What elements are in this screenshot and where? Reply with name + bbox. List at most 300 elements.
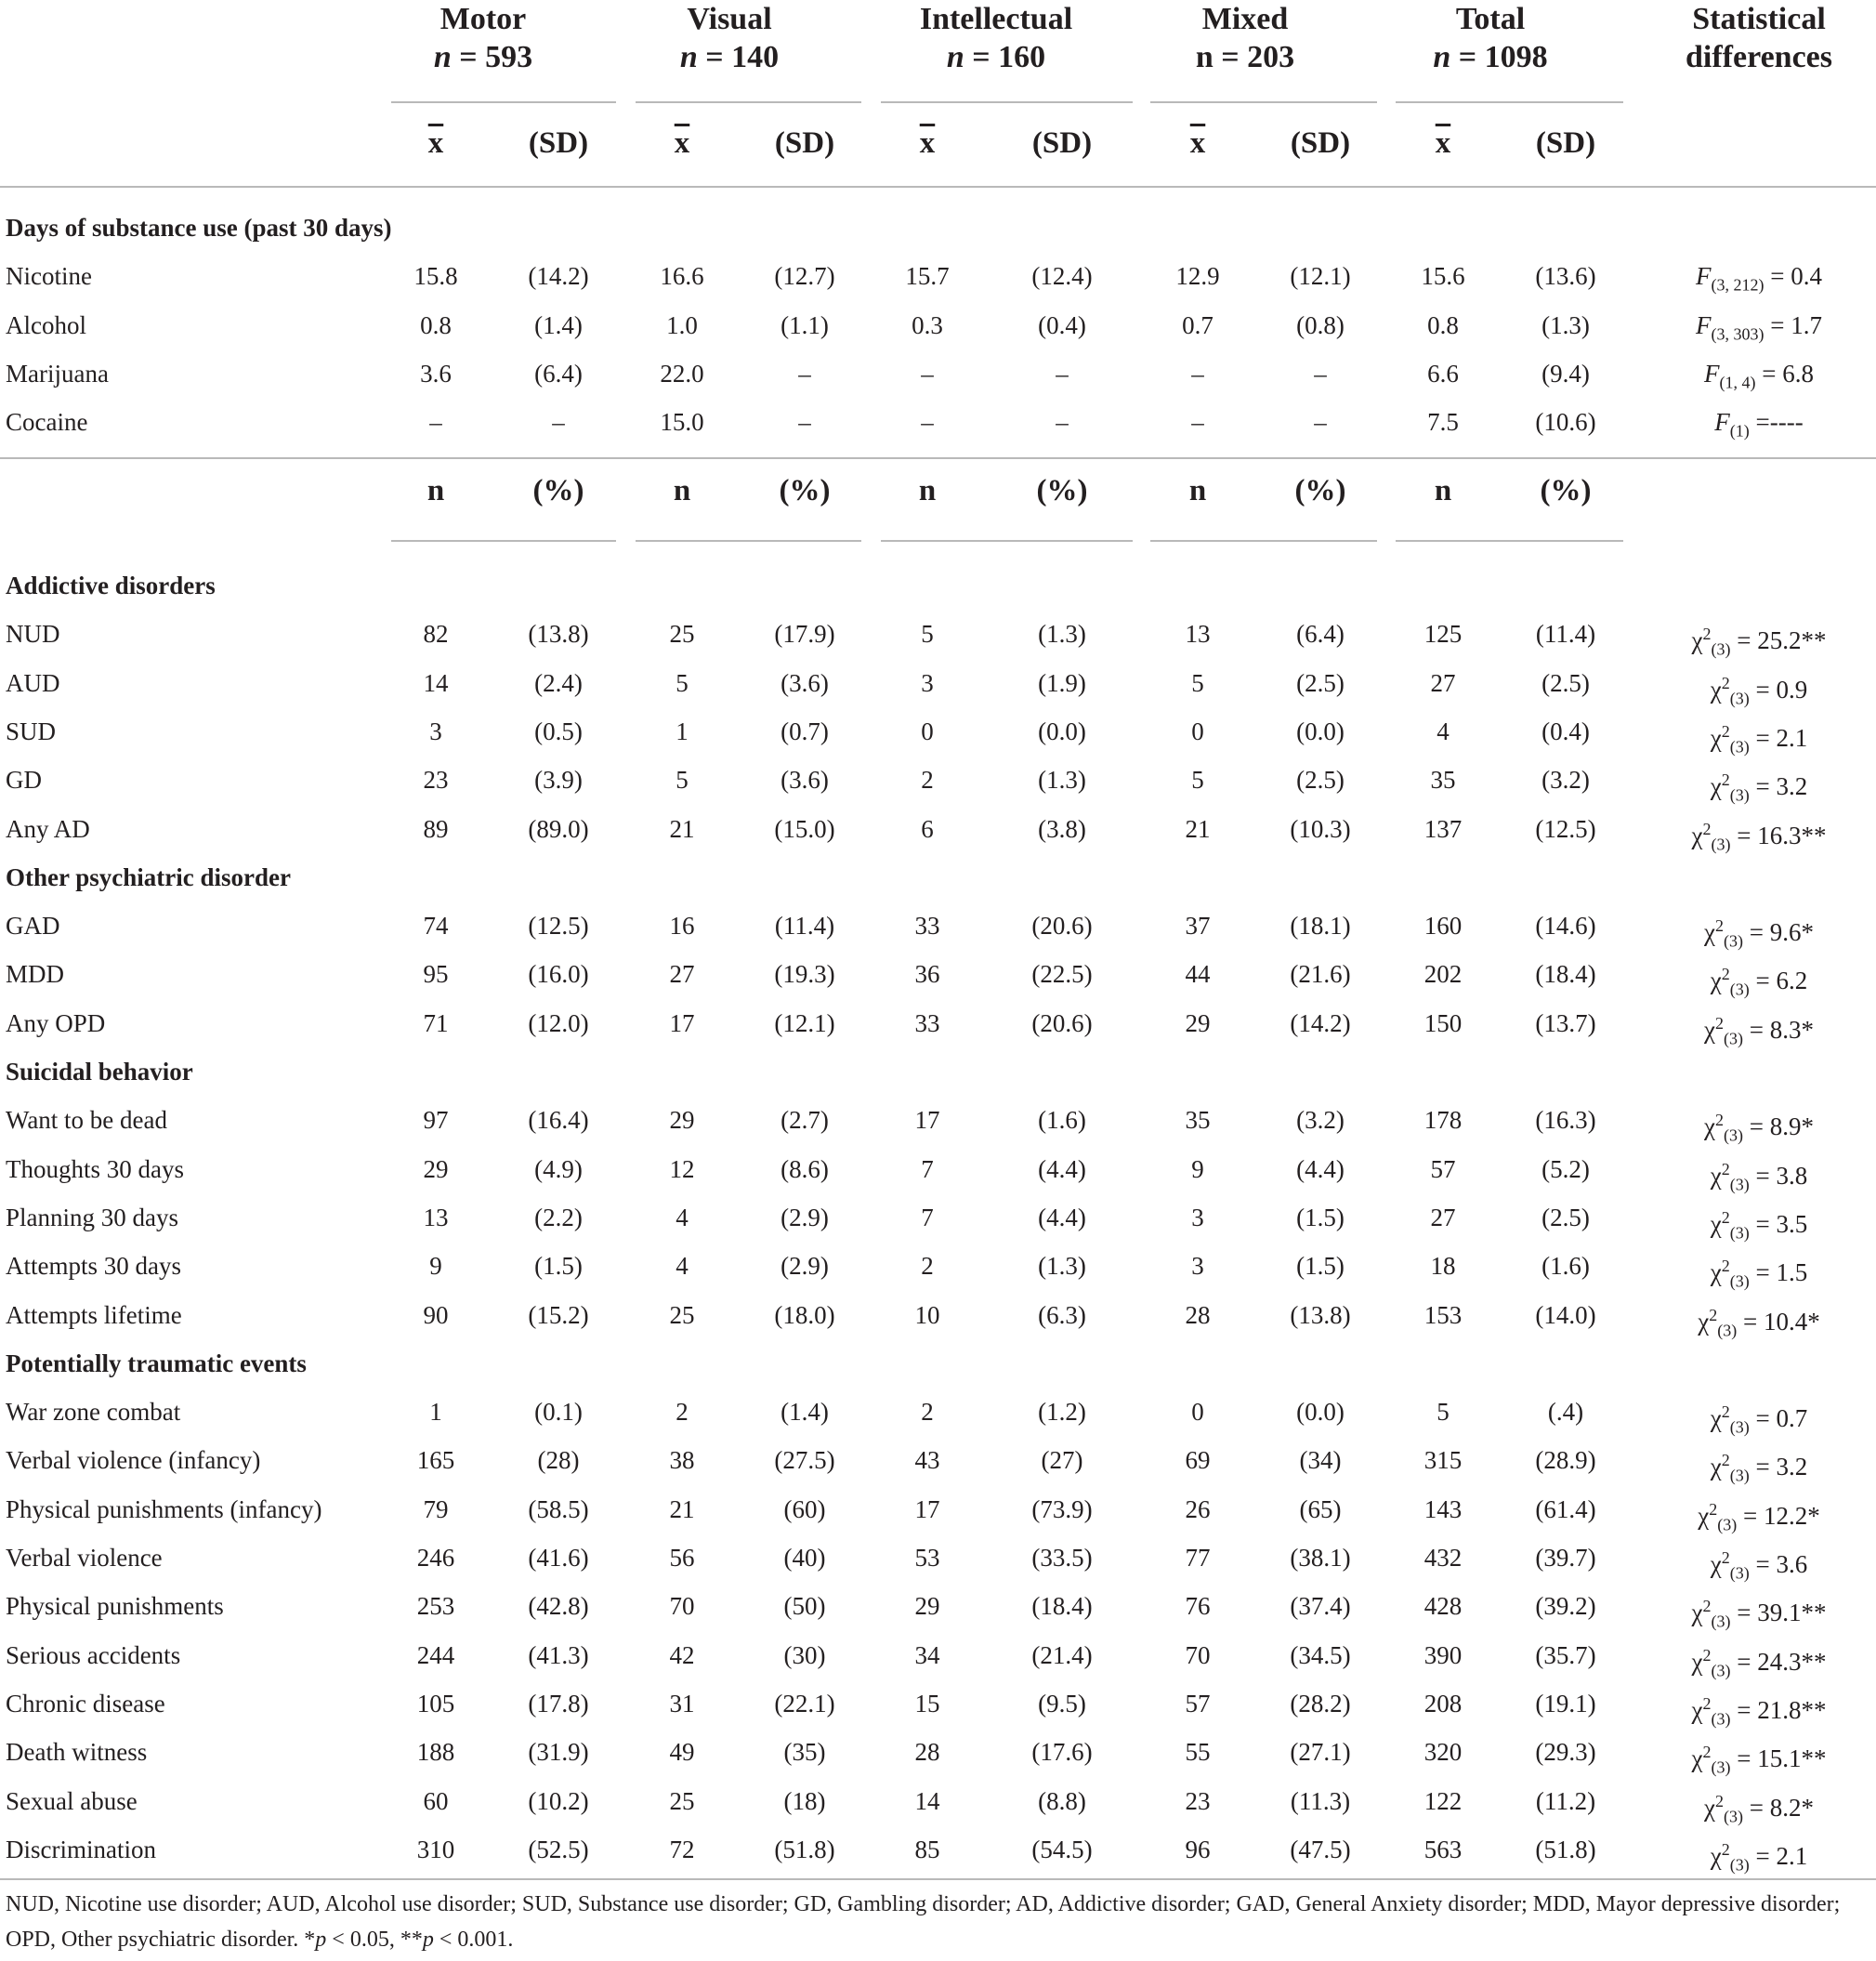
pct-header: (%) <box>532 474 584 507</box>
cell-value: (12.5) <box>528 912 589 941</box>
cell-value: 27 <box>669 960 695 989</box>
cell-value: 4 <box>676 1203 689 1231</box>
cell-value: 49 <box>669 1738 695 1767</box>
row-label: Attempts 30 days <box>6 1252 181 1281</box>
table-row <box>0 349 1876 398</box>
group-underline <box>1396 101 1623 103</box>
cell-value: (65) <box>1299 1494 1342 1523</box>
cell-value: (1.2) <box>1038 1398 1086 1427</box>
column-header-motor <box>434 0 532 76</box>
cell-value: 12 <box>669 1154 695 1183</box>
cell-value: 0.8 <box>420 310 452 339</box>
table-row <box>0 756 1876 804</box>
column-sample-size: n = 593 <box>433 40 533 74</box>
cell-value: (12.1) <box>1290 262 1351 291</box>
cell-value: 0.3 <box>912 310 943 339</box>
cell-value: (1.4) <box>781 1398 829 1427</box>
cell-value: 16.6 <box>660 262 704 291</box>
section-header <box>0 1047 1876 1096</box>
column-header-mixed <box>1196 0 1294 76</box>
n-header: n <box>918 474 937 507</box>
stat-header-line1: Statistical <box>1692 2 1826 36</box>
cell-value: (2.4) <box>534 668 583 697</box>
stat-value: $\chi^2_{(3)} = 8.3*$ <box>1704 1013 1814 1048</box>
stat-value: $F_{(3, 212)} = 0.4$ <box>1696 262 1822 295</box>
column-header-visual <box>680 0 779 76</box>
column-header-statistical-differences <box>1686 0 1832 76</box>
footnote-significance: *p < 0.05, **p < 0.001. <box>304 1928 514 1952</box>
cell-value: (0.0) <box>1296 1398 1345 1427</box>
cell-value: 125 <box>1423 620 1463 649</box>
cell-value: (20.6) <box>1031 912 1093 941</box>
stat-value: $\chi^2_{(3)} = 10.4*$ <box>1698 1305 1820 1339</box>
cell-value: – <box>1314 359 1327 388</box>
group-underline <box>391 101 616 103</box>
cell-value: 0.7 <box>1182 310 1213 339</box>
cell-value: (51.8) <box>1535 1835 1596 1863</box>
row-label: Physical punishments <box>6 1592 224 1621</box>
section-title: Other psychiatric disorder <box>6 862 291 891</box>
cell-value: – <box>429 408 442 437</box>
cell-value: 79 <box>423 1494 449 1523</box>
cell-value: 56 <box>669 1544 695 1572</box>
row-label: Any AD <box>6 814 90 843</box>
table-row <box>0 1145 1876 1193</box>
cell-value: 13 <box>423 1203 449 1231</box>
cell-value: 29 <box>423 1154 449 1183</box>
cell-value: 57 <box>1185 1689 1211 1718</box>
table-row <box>0 1582 1876 1630</box>
cell-value: (4.4) <box>1038 1154 1086 1183</box>
cell-value: (33.5) <box>1031 1544 1093 1572</box>
stat-value: $\chi^2_{(3)} = 9.6*$ <box>1704 916 1814 951</box>
cell-value: 10 <box>914 1300 940 1329</box>
cell-value: 35 <box>1185 1106 1211 1135</box>
cell-value: – <box>921 359 934 388</box>
stat-value: $\chi^2_{(3)} = 15.1**$ <box>1691 1743 1827 1777</box>
table-row <box>0 1436 1876 1484</box>
cell-value: 60 <box>423 1786 449 1815</box>
cell-value: (28) <box>537 1446 580 1475</box>
table-row <box>0 1242 1876 1290</box>
cell-value: 202 <box>1423 960 1463 989</box>
row-label: Physical punishments (infancy) <box>6 1494 322 1523</box>
cell-value: (27.5) <box>774 1446 835 1475</box>
cell-value: 390 <box>1423 1640 1463 1669</box>
cell-value: 28 <box>914 1738 940 1767</box>
cell-value: (61.4) <box>1535 1494 1596 1523</box>
cell-value: (15.0) <box>774 814 835 843</box>
cell-value: (0.0) <box>1296 717 1345 745</box>
row-label: Serious accidents <box>6 1640 181 1669</box>
cell-value: 77 <box>1185 1544 1211 1572</box>
cell-value: 2 <box>921 1398 934 1427</box>
cell-value: 188 <box>416 1738 455 1767</box>
cell-value: 3.6 <box>420 359 452 388</box>
cell-value: 4 <box>676 1252 689 1281</box>
cell-value: (4.4) <box>1296 1154 1345 1183</box>
cell-value: 25 <box>669 620 695 649</box>
cell-value: 0 <box>921 717 934 745</box>
cell-value: 9 <box>1191 1154 1204 1183</box>
cell-value: (6.4) <box>1296 620 1345 649</box>
cell-value: – <box>1056 408 1069 437</box>
cell-value: (38.1) <box>1290 1544 1351 1572</box>
cell-value: (9.5) <box>1038 1689 1086 1718</box>
stat-value: $\chi^2_{(3)} = 24.3**$ <box>1691 1645 1827 1679</box>
cell-value: (3.6) <box>781 766 829 795</box>
table-row <box>0 398 1876 446</box>
cell-value: (35.7) <box>1535 1640 1596 1669</box>
stat-header-line2: differences <box>1686 40 1832 74</box>
cell-value: 5 <box>1191 766 1204 795</box>
cell-value: 27 <box>1430 1203 1456 1231</box>
cell-value: 17 <box>914 1106 940 1135</box>
cell-value: (60) <box>783 1494 826 1523</box>
cell-value: (3.9) <box>534 766 583 795</box>
cell-value: 53 <box>914 1544 940 1572</box>
n-header: n <box>1188 474 1207 507</box>
cell-value: 44 <box>1185 960 1211 989</box>
row-label: Marijuana <box>6 359 109 388</box>
n-header: n <box>426 474 445 507</box>
cell-value: (29.3) <box>1535 1738 1596 1767</box>
cell-value: (0.4) <box>1038 310 1086 339</box>
cell-value: 17 <box>669 1008 695 1037</box>
cell-value: 70 <box>669 1592 695 1621</box>
horizontal-rule <box>0 457 1876 459</box>
stat-value: $\chi^2_{(3)} = 0.9$ <box>1710 673 1808 707</box>
cell-value: – <box>1314 408 1327 437</box>
cell-value: 2 <box>676 1398 689 1427</box>
cell-value: 97 <box>423 1106 449 1135</box>
table-row <box>0 707 1876 756</box>
cell-value: (89.0) <box>528 814 589 843</box>
cell-value: (2.5) <box>1541 668 1590 697</box>
cell-value: 105 <box>416 1689 455 1718</box>
stat-value: $\chi^2_{(3)} = 6.2$ <box>1710 965 1808 999</box>
cell-value: (17.8) <box>528 1689 589 1718</box>
column-name: Motor <box>439 2 527 36</box>
stat-value: $\chi^2_{(3)} = 2.1$ <box>1710 721 1808 757</box>
cell-value: (47.5) <box>1290 1835 1351 1863</box>
cell-value: (1.3) <box>1038 620 1086 649</box>
section-header <box>0 204 1876 252</box>
cell-value: 5 <box>1191 668 1204 697</box>
cell-value: 9 <box>429 1252 442 1281</box>
cell-value: (20.6) <box>1031 1008 1093 1037</box>
cell-value: (54.5) <box>1031 1835 1093 1863</box>
row-label: Thoughts 30 days <box>6 1154 184 1183</box>
table-row <box>0 301 1876 349</box>
cell-value: 5 <box>676 766 689 795</box>
cell-value: (28.2) <box>1290 1689 1351 1718</box>
cell-value: 15.0 <box>660 408 704 437</box>
pct-header: (%) <box>1036 474 1088 507</box>
cell-value: (42.8) <box>528 1592 589 1621</box>
section-title: Potentially traumatic events <box>6 1349 307 1377</box>
table-row <box>0 902 1876 950</box>
cell-value: 208 <box>1423 1689 1463 1718</box>
cell-value: (1.3) <box>1541 310 1590 339</box>
cell-value: 320 <box>1423 1738 1463 1767</box>
cell-value: (1.6) <box>1541 1252 1590 1281</box>
cell-value: 43 <box>914 1446 940 1475</box>
stat-value: $\chi^2_{(3)} = 16.3**$ <box>1691 819 1827 853</box>
table-row <box>0 1193 1876 1242</box>
cell-value: 5 <box>1437 1398 1450 1427</box>
cell-value: (5.2) <box>1541 1154 1590 1183</box>
table-row <box>0 252 1876 300</box>
cell-value: (11.4) <box>1535 620 1596 649</box>
cell-value: 563 <box>1423 1835 1463 1863</box>
row-label: Planning 30 days <box>6 1203 178 1231</box>
cell-value: 29 <box>1185 1008 1211 1037</box>
column-header-total <box>1433 0 1547 76</box>
column-sample-size: n = 140 <box>679 40 780 74</box>
cell-value: (12.5) <box>1535 814 1596 843</box>
stat-value: $\chi^2_{(3)} = 1.5$ <box>1710 1257 1808 1291</box>
cell-value: (19.3) <box>774 960 835 989</box>
cell-value: 31 <box>669 1689 695 1718</box>
cell-value: 25 <box>669 1786 695 1815</box>
table-footnote <box>6 1887 1869 1957</box>
column-header-intellectual <box>920 0 1072 76</box>
stat-value: $\chi^2_{(3)} = 0.7$ <box>1710 1402 1808 1437</box>
group-underline <box>391 540 616 542</box>
cell-value: (8.6) <box>781 1154 829 1183</box>
table-row <box>0 610 1876 658</box>
table-row <box>0 1485 1876 1533</box>
cell-value: 143 <box>1423 1494 1463 1523</box>
column-sample-size: n = 1098 <box>1433 40 1548 74</box>
cell-value: (35) <box>783 1738 826 1767</box>
cell-value: 432 <box>1423 1544 1463 1572</box>
cell-value: 15.8 <box>413 262 458 291</box>
cell-value: (4.4) <box>1038 1203 1086 1231</box>
stat-value: $\chi^2_{(3)} = 3.6$ <box>1710 1548 1808 1583</box>
stat-value: $\chi^2_{(3)} = 8.9*$ <box>1704 1111 1814 1145</box>
section-title: Suicidal behavior <box>6 1058 193 1086</box>
cell-value: (52.5) <box>528 1835 589 1863</box>
mean-header: $\overline{x}$ <box>427 126 444 160</box>
cell-value: 23 <box>1185 1786 1211 1815</box>
cell-value: (51.8) <box>774 1835 835 1863</box>
section-header <box>0 853 1876 902</box>
cell-value: 21 <box>1185 814 1211 843</box>
table-row <box>0 1728 1876 1776</box>
row-label: Nicotine <box>6 262 92 291</box>
cell-value: (39.7) <box>1535 1544 1596 1572</box>
cell-value: (.4) <box>1547 1398 1584 1427</box>
cell-value: 1 <box>676 717 689 745</box>
cell-value: 55 <box>1185 1738 1211 1767</box>
cell-value: (40) <box>783 1544 826 1572</box>
table-row <box>0 1096 1876 1144</box>
row-label: War zone combat <box>6 1398 181 1427</box>
table-row <box>0 999 1876 1047</box>
cell-value: 244 <box>416 1640 455 1669</box>
table-row <box>0 1533 1876 1582</box>
cell-value: (1.9) <box>1038 668 1086 697</box>
cell-value: 29 <box>914 1592 940 1621</box>
cell-value: (2.9) <box>781 1203 829 1231</box>
cell-value: (10.2) <box>528 1786 589 1815</box>
cell-value: (0.4) <box>1541 717 1590 745</box>
cell-value: 7 <box>921 1203 934 1231</box>
stat-value: $F_{(3, 303)} = 1.7$ <box>1696 310 1822 343</box>
cell-value: 1 <box>429 1398 442 1427</box>
cell-value: (11.4) <box>774 912 835 941</box>
cell-value: (16.3) <box>1535 1106 1596 1135</box>
cell-value: 0.8 <box>1427 310 1459 339</box>
cell-value: (6.3) <box>1038 1300 1086 1329</box>
cell-value: (10.3) <box>1290 814 1351 843</box>
cell-value: 27 <box>1430 668 1456 697</box>
horizontal-rule <box>0 186 1876 188</box>
cell-value: (1.6) <box>1038 1106 1086 1135</box>
cell-value: 5 <box>676 668 689 697</box>
sd-header: (SD) <box>1290 126 1351 160</box>
cell-value: 7.5 <box>1427 408 1459 437</box>
cell-value: 72 <box>669 1835 695 1863</box>
cell-value: (3.2) <box>1296 1106 1345 1135</box>
cell-value: (3.8) <box>1038 814 1086 843</box>
row-label: Attempts lifetime <box>6 1300 182 1329</box>
cell-value: (17.6) <box>1031 1738 1093 1767</box>
cell-value: 33 <box>914 912 940 941</box>
cell-value: (34.5) <box>1290 1640 1351 1669</box>
cell-value: 3 <box>429 717 442 745</box>
cell-value: (2.9) <box>781 1252 829 1281</box>
cell-value: (4.9) <box>534 1154 583 1183</box>
cell-value: (1.5) <box>1296 1252 1345 1281</box>
cell-value: (10.6) <box>1535 408 1596 437</box>
cell-value: (27) <box>1041 1446 1083 1475</box>
table-row <box>0 1777 1876 1825</box>
stat-value: $\chi^2_{(3)} = 3.8$ <box>1710 1159 1808 1193</box>
cell-value: (22.5) <box>1031 960 1093 989</box>
sd-header: (SD) <box>528 126 589 160</box>
cell-value: 85 <box>914 1835 940 1863</box>
cell-value: 95 <box>423 960 449 989</box>
cell-value: (21.6) <box>1290 960 1351 989</box>
group-underline <box>881 101 1133 103</box>
table-row <box>0 1631 1876 1679</box>
row-label: Chronic disease <box>6 1689 165 1718</box>
cell-value: 26 <box>1185 1494 1211 1523</box>
stat-value: $\chi^2_{(3)} = 12.2*$ <box>1698 1499 1820 1534</box>
group-underline <box>636 540 861 542</box>
cell-value: 153 <box>1423 1300 1463 1329</box>
cell-value: 5 <box>921 620 934 649</box>
column-sample-size: n = 160 <box>946 40 1046 74</box>
pct-header: (%) <box>1540 474 1592 507</box>
pct-header: (%) <box>1294 474 1346 507</box>
cell-value: (50) <box>783 1592 826 1621</box>
cell-value: – <box>798 359 811 388</box>
cell-value: – <box>1056 359 1069 388</box>
cell-value: (14.2) <box>1290 1008 1351 1037</box>
cell-value: 82 <box>423 620 449 649</box>
cell-value: (14.6) <box>1535 912 1596 941</box>
cell-value: (0.0) <box>1038 717 1086 745</box>
cell-value: (73.9) <box>1031 1494 1093 1523</box>
cell-value: 17 <box>914 1494 940 1523</box>
cell-value: 70 <box>1185 1640 1211 1669</box>
cell-value: (2.2) <box>534 1203 583 1231</box>
cell-value: 0 <box>1191 1398 1204 1427</box>
sd-header: (SD) <box>1031 126 1093 160</box>
cell-value: (14.2) <box>528 262 589 291</box>
row-label: MDD <box>6 960 65 989</box>
cell-value: (18.1) <box>1290 912 1351 941</box>
cell-value: 137 <box>1423 814 1463 843</box>
cell-value: 13 <box>1185 620 1211 649</box>
cell-value: (8.8) <box>1038 1786 1086 1815</box>
cell-value: (2.5) <box>1541 1203 1590 1231</box>
stat-value: $\chi^2_{(3)} = 3.2$ <box>1710 770 1808 805</box>
cell-value: (19.1) <box>1535 1689 1596 1718</box>
cell-value: (0.7) <box>781 717 829 745</box>
table-row <box>0 805 1876 853</box>
cell-value: – <box>552 408 565 437</box>
cell-value: (1.3) <box>1038 766 1086 795</box>
cell-value: – <box>1191 359 1204 388</box>
row-label: SUD <box>6 717 57 745</box>
cell-value: 2 <box>921 1252 934 1281</box>
stat-value: $F_{(1)}$ =---- <box>1714 408 1804 441</box>
footnote-abbreviations: NUD, Nicotine use disorder; AUD, Alcohol use disorder; SUD, Substance use disorder; GD, Gambling disorder; AD, Addictive disorder; GAD, General Anxiety disorder; MDD, Mayor depressive disorder; OPD, Other psychiatric disorder. <box>6 1892 1841 1952</box>
cell-value: 42 <box>669 1640 695 1669</box>
cell-value: 89 <box>423 814 449 843</box>
row-label: GAD <box>6 912 60 941</box>
cell-value: (21.4) <box>1031 1640 1093 1669</box>
cell-value: 6.6 <box>1427 359 1459 388</box>
table-row <box>0 1388 1876 1436</box>
cell-value: 178 <box>1423 1106 1463 1135</box>
cell-value: 15.7 <box>905 262 950 291</box>
cell-value: (34) <box>1299 1446 1342 1475</box>
cell-value: (3.6) <box>781 668 829 697</box>
cell-value: (1.3) <box>1038 1252 1086 1281</box>
group-underline <box>1396 540 1623 542</box>
cell-value: 76 <box>1185 1592 1211 1621</box>
cell-value: 18 <box>1430 1252 1456 1281</box>
cell-value: (31.9) <box>528 1738 589 1767</box>
cell-value: (22.1) <box>774 1689 835 1718</box>
cell-value: 150 <box>1423 1008 1463 1037</box>
cell-value: 38 <box>669 1446 695 1475</box>
stat-value: $\chi^2_{(3)} = 25.2**$ <box>1691 625 1827 659</box>
cell-value: (12.4) <box>1031 262 1093 291</box>
cell-value: 28 <box>1185 1300 1211 1329</box>
section-title: Addictive disorders <box>6 572 216 599</box>
cell-value: 3 <box>1191 1252 1204 1281</box>
cell-value: (11.2) <box>1535 1786 1596 1815</box>
cell-value: 36 <box>914 960 940 989</box>
cell-value: 69 <box>1185 1446 1211 1475</box>
cell-value: 160 <box>1423 912 1463 941</box>
cell-value: 21 <box>669 1494 695 1523</box>
mean-header: $\overline{x}$ <box>919 126 936 160</box>
cell-value: 15.6 <box>1421 262 1465 291</box>
cell-value: (13.8) <box>1290 1300 1351 1329</box>
cell-value: 4 <box>1437 717 1450 745</box>
row-label: Verbal violence (infancy) <box>6 1446 261 1475</box>
column-name: Total <box>1455 2 1526 36</box>
section-header <box>0 1339 1876 1388</box>
